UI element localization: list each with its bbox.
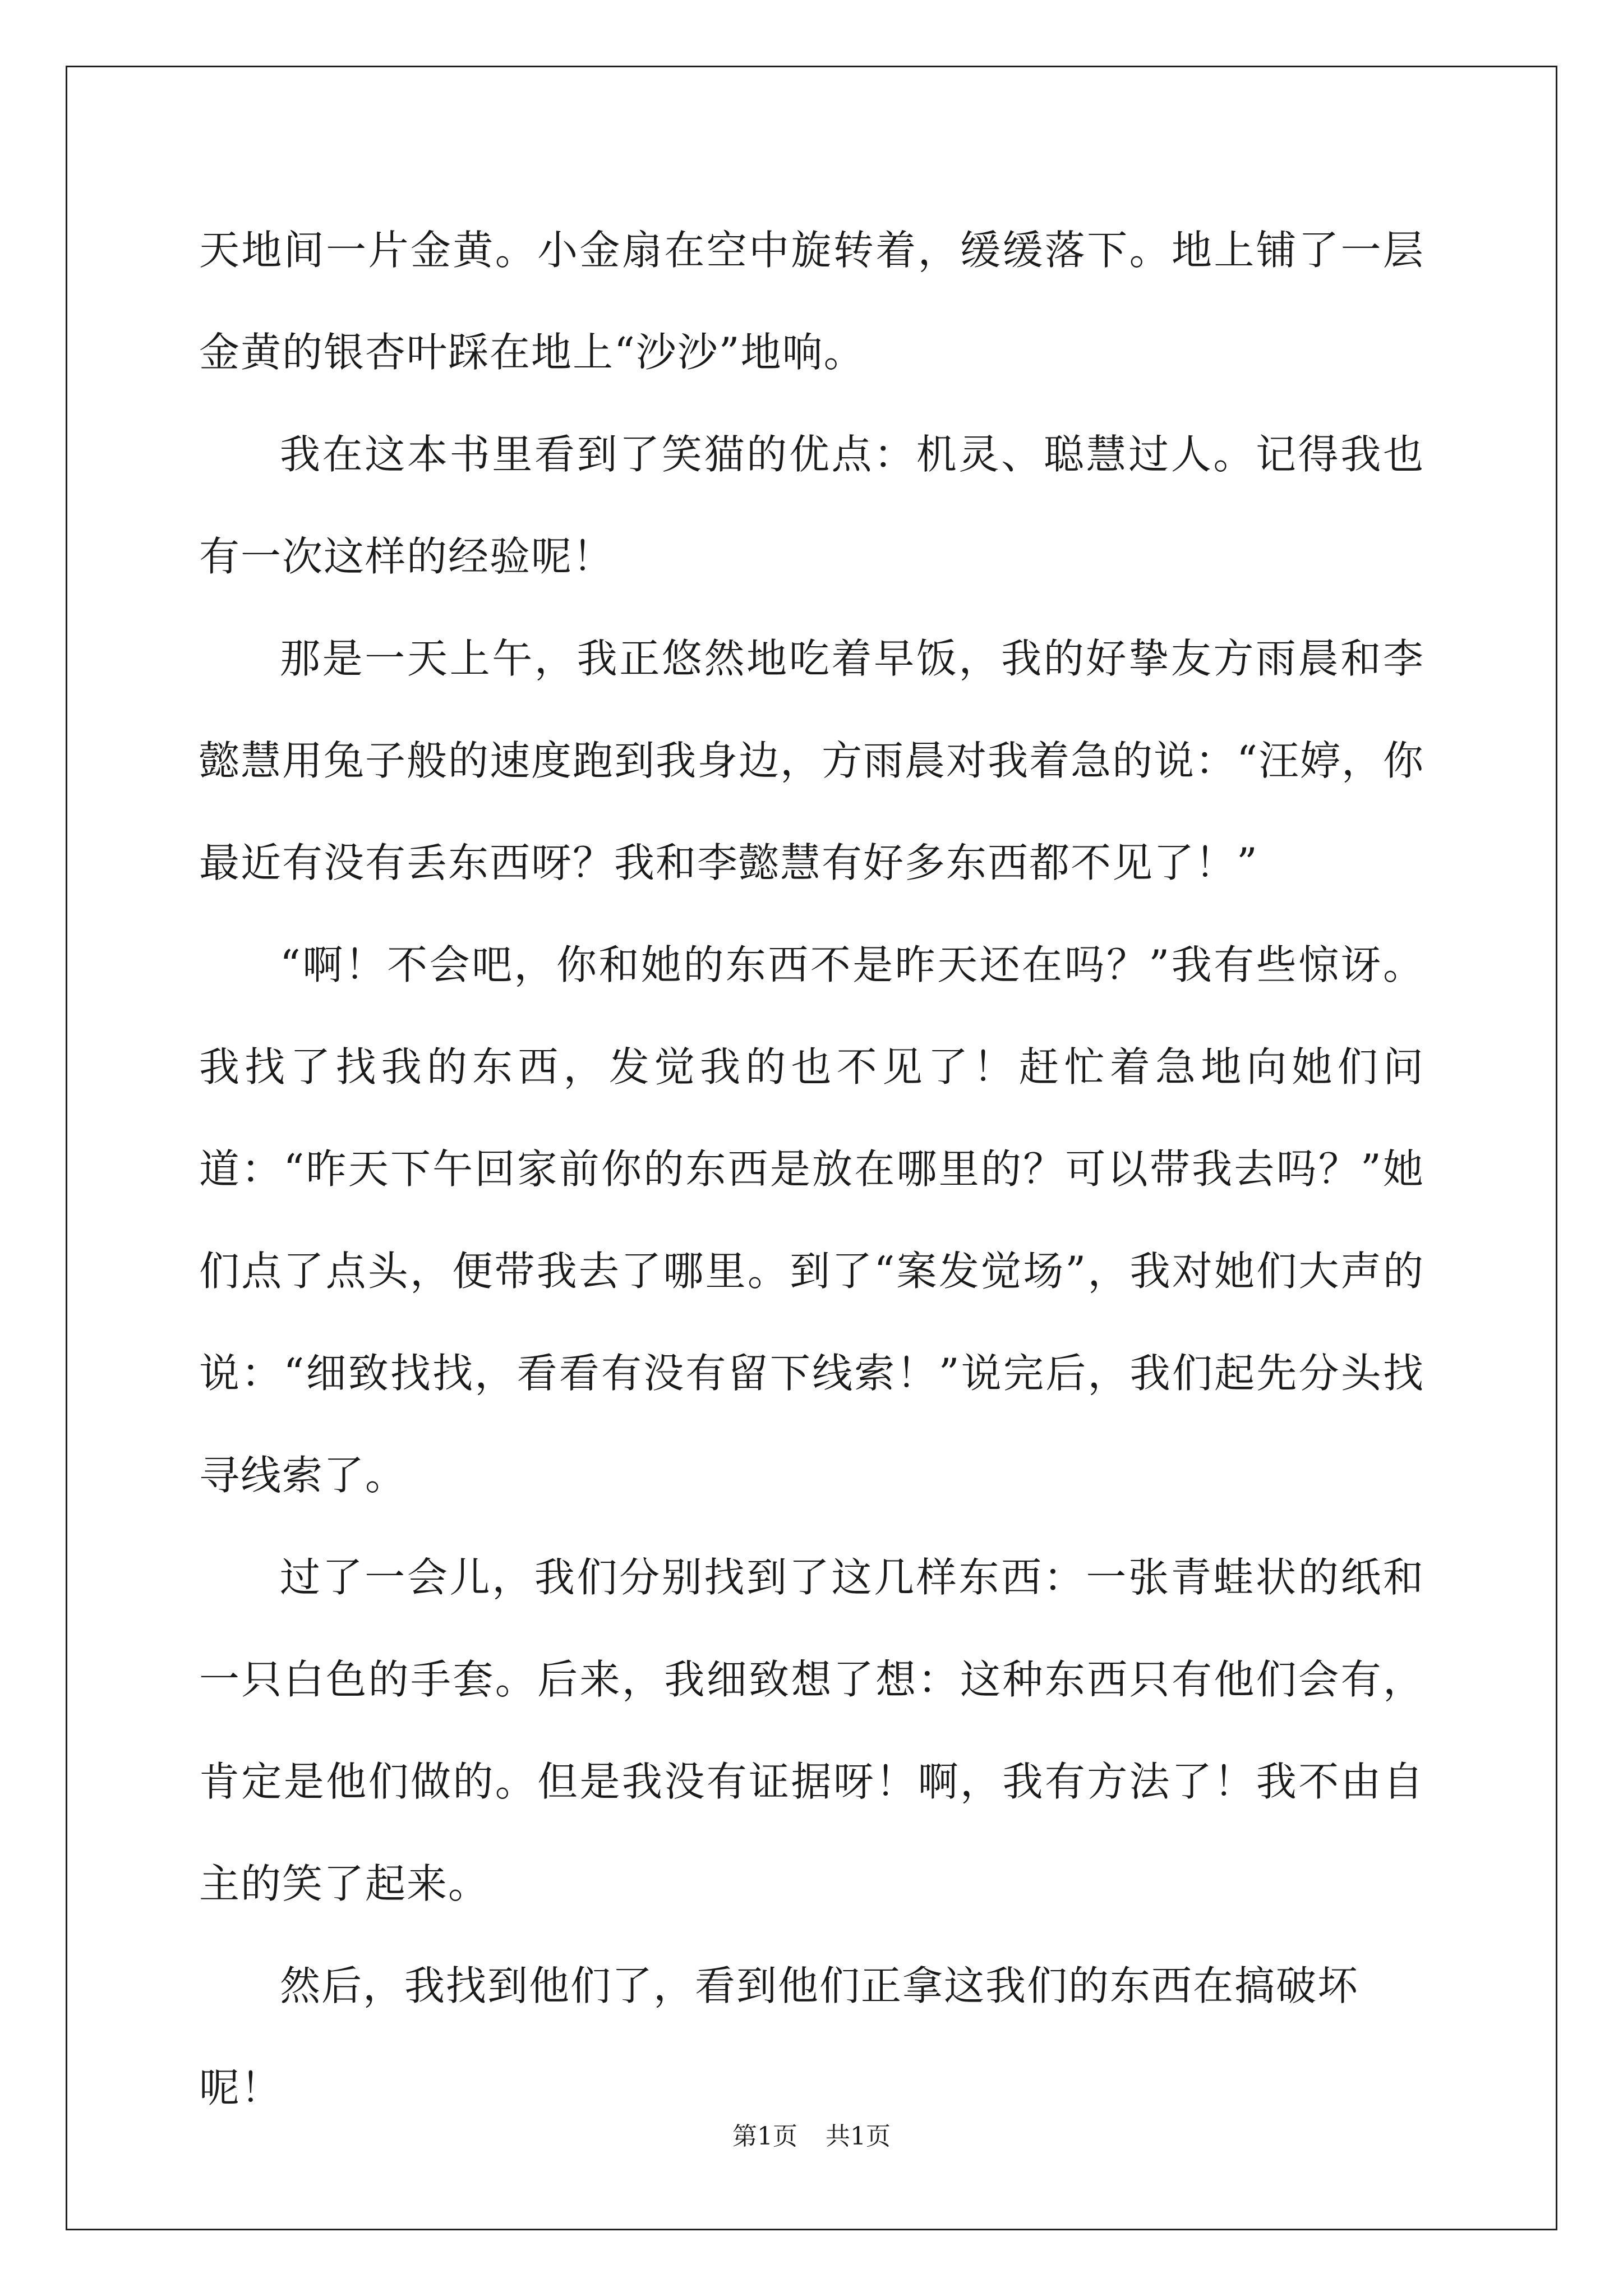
paragraph-4: “啊！不会吧，你和她的东西不是昨天还在吗？”我有些惊讶。我找了找我的东西，发觉我的也不见了！赶忙着急地向她们问道：“昨天下午回家前你的东西是放在哪里的？可以带我去吗？”她们点了点头，便带我去了哪里。到了“案发觉场”，我对她们大声的说：“细致找找，看看有没有留下线索！”说完后，我们起先分头找寻线索了。: [199, 941, 1424, 1499]
paragraph-5: 过了一会儿，我们分别找到了这几样东西：一张青蛙状的纸和一只白色的手套。后来，我细致想了想：这种东西只有他们会有，肯定是他们做的。但是我没有证据呀！啊，我有方法了！我不由自主的笑了起来。: [199, 1554, 1424, 1907]
page-number-total: 共1页: [826, 2122, 891, 2151]
page-footer: [0, 2116, 1623, 2152]
paragraph-1: 天地间一片金黄。小金扇在空中旋转着，缓缓落下。地上铺了一层金黄的银杏叶踩在地上“沙沙”地响。: [199, 227, 1424, 376]
paragraph-6: 然后，我找到他们了，看到他们正拿这我们的东西在搞破坏呢！: [199, 1962, 1359, 2111]
paragraph-2: 我在这本书里看到了笑猫的优点：机灵、聪慧过人。记得我也有一次这样的经验呢！: [199, 431, 1424, 580]
page-number-current: 第1页: [732, 2122, 797, 2151]
document-body: [199, 199, 1424, 2139]
paragraph-3: 那是一天上午，我正悠然地吃着早饭，我的好挚友方雨晨和李懿慧用兔子般的速度跑到我身边，方雨晨对我着急的说：“汪婷，你最近有没有丢东西呀？我和李懿慧有好多东西都不见了！”: [199, 635, 1424, 886]
